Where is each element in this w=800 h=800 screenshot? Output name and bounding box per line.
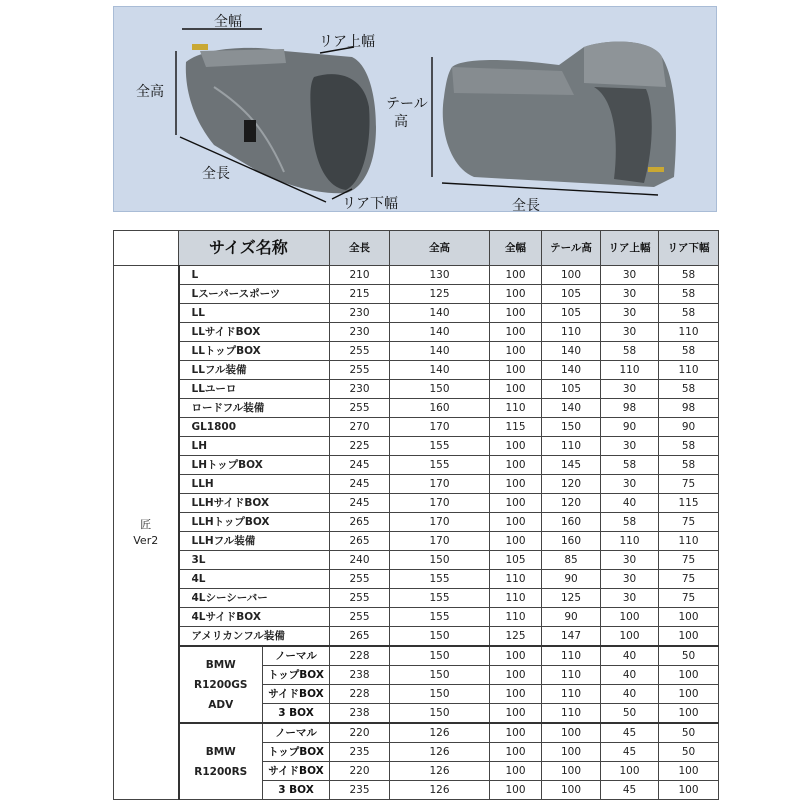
value-cell: 245: [330, 456, 390, 475]
size-name-cell: LLユーロ: [179, 380, 330, 399]
variant-cell: サイドBOX: [263, 685, 330, 704]
series-header-blank: [114, 231, 179, 266]
value-cell: 220: [330, 762, 390, 781]
value-cell: 150: [390, 380, 490, 399]
value-cell: 110: [490, 589, 542, 608]
value-cell: 110: [659, 361, 719, 380]
table-row: [114, 608, 719, 627]
value-cell: 40: [601, 646, 659, 666]
value-cell: 50: [601, 704, 659, 724]
model-name-line: BMW: [205, 745, 236, 758]
value-cell: 98: [659, 399, 719, 418]
size-name-cell: LLサイドBOX: [179, 323, 330, 342]
model-name-line: R1200RS: [194, 765, 248, 778]
value-cell: 58: [659, 304, 719, 323]
value-cell: 150: [542, 418, 601, 437]
table-row: [114, 380, 719, 399]
value-cell: 105: [542, 304, 601, 323]
label-tail-height-1: テール: [386, 96, 428, 112]
value-cell: 98: [601, 399, 659, 418]
table-row: [114, 304, 719, 323]
value-cell: 140: [542, 342, 601, 361]
value-cell: 155: [390, 570, 490, 589]
size-name-cell: アメリカンフル装備: [179, 627, 330, 647]
value-cell: 150: [390, 627, 490, 647]
value-cell: 45: [601, 781, 659, 800]
value-cell: 100: [659, 666, 719, 685]
size-name-cell: LHトップBOX: [179, 456, 330, 475]
size-name-cell: 3L: [179, 551, 330, 570]
value-cell: 100: [659, 781, 719, 800]
value-cell: 30: [601, 380, 659, 399]
table-row: [114, 456, 719, 475]
value-cell: 100: [542, 781, 601, 800]
table-row: [114, 475, 719, 494]
table-row: [114, 723, 719, 743]
value-cell: 265: [330, 532, 390, 551]
value-cell: 170: [390, 418, 490, 437]
value-cell: 150: [390, 646, 490, 666]
value-cell: 110: [542, 704, 601, 724]
value-cell: 105: [542, 285, 601, 304]
value-cell: 255: [330, 570, 390, 589]
value-cell: 100: [659, 627, 719, 647]
table-row: [114, 323, 719, 342]
value-cell: 115: [490, 418, 542, 437]
size-name-cell: L: [179, 266, 330, 285]
value-cell: 220: [330, 723, 390, 743]
value-cell: 90: [542, 570, 601, 589]
header-size-name: サイズ名称: [179, 231, 330, 266]
variant-cell: 3 BOX: [263, 781, 330, 800]
table-row: [114, 589, 719, 608]
label-zenpuku: 全幅: [214, 14, 242, 30]
value-cell: 100: [490, 304, 542, 323]
value-cell: 120: [542, 475, 601, 494]
table-row: [114, 418, 719, 437]
header-row: [114, 231, 719, 266]
value-cell: 265: [330, 513, 390, 532]
value-cell: 140: [542, 361, 601, 380]
value-cell: 155: [390, 456, 490, 475]
size-name-cell: LLフル装備: [179, 361, 330, 380]
value-cell: 58: [601, 342, 659, 361]
variant-cell: ノーマル: [263, 723, 330, 743]
table-row: [114, 646, 719, 666]
table-row: [114, 361, 719, 380]
value-cell: 58: [659, 285, 719, 304]
value-cell: 105: [542, 380, 601, 399]
value-cell: 58: [659, 380, 719, 399]
model-name-line: BMW: [205, 658, 236, 671]
value-cell: 58: [659, 456, 719, 475]
value-cell: 100: [490, 494, 542, 513]
value-cell: 30: [601, 266, 659, 285]
series-cell: [114, 266, 179, 800]
value-cell: 255: [330, 608, 390, 627]
header-length: 全長: [330, 231, 390, 266]
size-name-cell: LLHトップBOX: [179, 513, 330, 532]
value-cell: 100: [659, 608, 719, 627]
value-cell: 255: [330, 589, 390, 608]
header-rear-top-width: リア上幅: [601, 231, 659, 266]
value-cell: 110: [601, 361, 659, 380]
value-cell: 100: [542, 266, 601, 285]
value-cell: 100: [490, 437, 542, 456]
value-cell: 110: [542, 437, 601, 456]
value-cell: 130: [390, 266, 490, 285]
value-cell: 75: [659, 589, 719, 608]
table-row: [114, 266, 719, 285]
value-cell: 225: [330, 437, 390, 456]
value-cell: 145: [542, 456, 601, 475]
value-cell: 100: [490, 704, 542, 724]
value-cell: 30: [601, 589, 659, 608]
model-name-line: ADV: [208, 698, 234, 711]
value-cell: 140: [542, 399, 601, 418]
value-cell: 90: [659, 418, 719, 437]
value-cell: 100: [490, 685, 542, 704]
value-cell: 45: [601, 743, 659, 762]
label-rear-bottom-width: リア下幅: [342, 196, 398, 212]
value-cell: 235: [330, 743, 390, 762]
size-name-cell: 4Lシーシーバー: [179, 589, 330, 608]
value-cell: 110: [601, 532, 659, 551]
value-cell: 100: [659, 685, 719, 704]
value-cell: 215: [330, 285, 390, 304]
value-cell: 265: [330, 627, 390, 647]
table-row: [114, 494, 719, 513]
value-cell: 100: [542, 743, 601, 762]
value-cell: 115: [659, 494, 719, 513]
value-cell: 100: [542, 762, 601, 781]
value-cell: 245: [330, 494, 390, 513]
value-cell: 170: [390, 475, 490, 494]
header-rear-bottom-width: リア下幅: [659, 231, 719, 266]
value-cell: 90: [601, 418, 659, 437]
table-row: [114, 437, 719, 456]
value-cell: 126: [390, 781, 490, 800]
value-cell: 30: [601, 304, 659, 323]
value-cell: 110: [542, 685, 601, 704]
model-name-line: R1200GS: [194, 678, 248, 691]
value-cell: 126: [390, 723, 490, 743]
value-cell: 255: [330, 361, 390, 380]
label-zenkou: 全高: [136, 84, 164, 100]
value-cell: 110: [659, 323, 719, 342]
table-row: [114, 570, 719, 589]
value-cell: 170: [390, 494, 490, 513]
value-cell: 255: [330, 342, 390, 361]
value-cell: 100: [490, 285, 542, 304]
value-cell: 58: [601, 456, 659, 475]
value-cell: 110: [542, 666, 601, 685]
value-cell: 100: [601, 762, 659, 781]
series-label: Ver2: [133, 533, 159, 547]
value-cell: 100: [490, 380, 542, 399]
value-cell: 150: [390, 704, 490, 724]
right-cover-image: [443, 42, 676, 187]
value-cell: 110: [659, 532, 719, 551]
value-cell: 150: [390, 551, 490, 570]
value-cell: 238: [330, 704, 390, 724]
value-cell: 75: [659, 475, 719, 494]
value-cell: 155: [390, 437, 490, 456]
value-cell: 100: [490, 646, 542, 666]
table-row: [114, 551, 719, 570]
value-cell: 120: [542, 494, 601, 513]
size-name-cell: ロードフル装備: [179, 399, 330, 418]
value-cell: 100: [490, 456, 542, 475]
value-cell: 126: [390, 762, 490, 781]
value-cell: 58: [659, 437, 719, 456]
value-cell: 75: [659, 570, 719, 589]
value-cell: 100: [659, 762, 719, 781]
size-name-cell: LLHフル装備: [179, 532, 330, 551]
value-cell: 110: [490, 608, 542, 627]
value-cell: 155: [390, 608, 490, 627]
series-label: 匠: [140, 517, 152, 531]
label-zenchou-left: 全長: [202, 166, 230, 182]
size-name-cell: Lスーパースポーツ: [179, 285, 330, 304]
value-cell: 140: [390, 361, 490, 380]
value-cell: 30: [601, 570, 659, 589]
value-cell: 155: [390, 589, 490, 608]
value-cell: 58: [601, 513, 659, 532]
value-cell: 100: [490, 342, 542, 361]
model-group-cell: [179, 646, 263, 723]
table-row: [114, 399, 719, 418]
table-row: [114, 285, 719, 304]
value-cell: 58: [659, 342, 719, 361]
value-cell: 160: [542, 513, 601, 532]
value-cell: 110: [490, 570, 542, 589]
value-cell: 110: [542, 323, 601, 342]
value-cell: 90: [542, 608, 601, 627]
table-row: [114, 627, 719, 647]
size-name-cell: 4LサイドBOX: [179, 608, 330, 627]
size-spec-table: [113, 230, 719, 800]
value-cell: 230: [330, 380, 390, 399]
size-name-cell: LH: [179, 437, 330, 456]
label-zenchou-right: 全長: [512, 198, 540, 214]
value-cell: 100: [490, 781, 542, 800]
table-row: [114, 513, 719, 532]
value-cell: 147: [542, 627, 601, 647]
variant-cell: ノーマル: [263, 646, 330, 666]
value-cell: 30: [601, 475, 659, 494]
label-tail-height-2: 高: [394, 114, 408, 130]
value-cell: 50: [659, 743, 719, 762]
variant-cell: サイドBOX: [263, 762, 330, 781]
header-width: 全幅: [490, 231, 542, 266]
dimension-diagram: [113, 6, 717, 212]
size-name-cell: 4L: [179, 570, 330, 589]
value-cell: 30: [601, 323, 659, 342]
value-cell: 240: [330, 551, 390, 570]
value-cell: 150: [390, 666, 490, 685]
size-name-cell: LLHサイドBOX: [179, 494, 330, 513]
header-height: 全高: [390, 231, 490, 266]
value-cell: 110: [542, 646, 601, 666]
value-cell: 30: [601, 285, 659, 304]
value-cell: 255: [330, 399, 390, 418]
value-cell: 100: [490, 532, 542, 551]
value-cell: 100: [490, 266, 542, 285]
value-cell: 100: [490, 475, 542, 494]
value-cell: 230: [330, 323, 390, 342]
value-cell: 270: [330, 418, 390, 437]
size-name-cell: LLトップBOX: [179, 342, 330, 361]
value-cell: 100: [490, 666, 542, 685]
value-cell: 110: [490, 399, 542, 418]
value-cell: 40: [601, 494, 659, 513]
value-cell: 140: [390, 323, 490, 342]
value-cell: 100: [490, 323, 542, 342]
value-cell: 75: [659, 551, 719, 570]
variant-cell: 3 BOX: [263, 704, 330, 724]
value-cell: 100: [659, 704, 719, 724]
value-cell: 100: [601, 608, 659, 627]
value-cell: 45: [601, 723, 659, 743]
value-cell: 125: [542, 589, 601, 608]
value-cell: 100: [490, 723, 542, 743]
size-name-cell: LLH: [179, 475, 330, 494]
value-cell: 75: [659, 513, 719, 532]
value-cell: 228: [330, 685, 390, 704]
value-cell: 100: [490, 743, 542, 762]
value-cell: 210: [330, 266, 390, 285]
value-cell: 228: [330, 646, 390, 666]
value-cell: 100: [601, 627, 659, 647]
label-rear-top-width: リア上幅: [319, 34, 375, 50]
value-cell: 30: [601, 551, 659, 570]
value-cell: 230: [330, 304, 390, 323]
value-cell: 126: [390, 743, 490, 762]
value-cell: 245: [330, 475, 390, 494]
value-cell: 125: [490, 627, 542, 647]
value-cell: 160: [542, 532, 601, 551]
value-cell: 40: [601, 666, 659, 685]
value-cell: 140: [390, 342, 490, 361]
value-cell: 235: [330, 781, 390, 800]
size-name-cell: GL1800: [179, 418, 330, 437]
table-row: [114, 342, 719, 361]
value-cell: 50: [659, 723, 719, 743]
value-cell: 100: [490, 762, 542, 781]
value-cell: 100: [490, 361, 542, 380]
value-cell: 85: [542, 551, 601, 570]
value-cell: 150: [390, 685, 490, 704]
value-cell: 140: [390, 304, 490, 323]
value-cell: 100: [490, 513, 542, 532]
header-tail-height: テール高: [542, 231, 601, 266]
value-cell: 125: [390, 285, 490, 304]
value-cell: 170: [390, 532, 490, 551]
size-name-cell: LL: [179, 304, 330, 323]
value-cell: 50: [659, 646, 719, 666]
variant-cell: トップBOX: [263, 743, 330, 762]
value-cell: 170: [390, 513, 490, 532]
value-cell: 160: [390, 399, 490, 418]
value-cell: 58: [659, 266, 719, 285]
value-cell: 100: [542, 723, 601, 743]
model-group-cell: [179, 723, 263, 800]
value-cell: 40: [601, 685, 659, 704]
variant-cell: トップBOX: [263, 666, 330, 685]
value-cell: 238: [330, 666, 390, 685]
value-cell: 105: [490, 551, 542, 570]
table-row: [114, 532, 719, 551]
value-cell: 30: [601, 437, 659, 456]
